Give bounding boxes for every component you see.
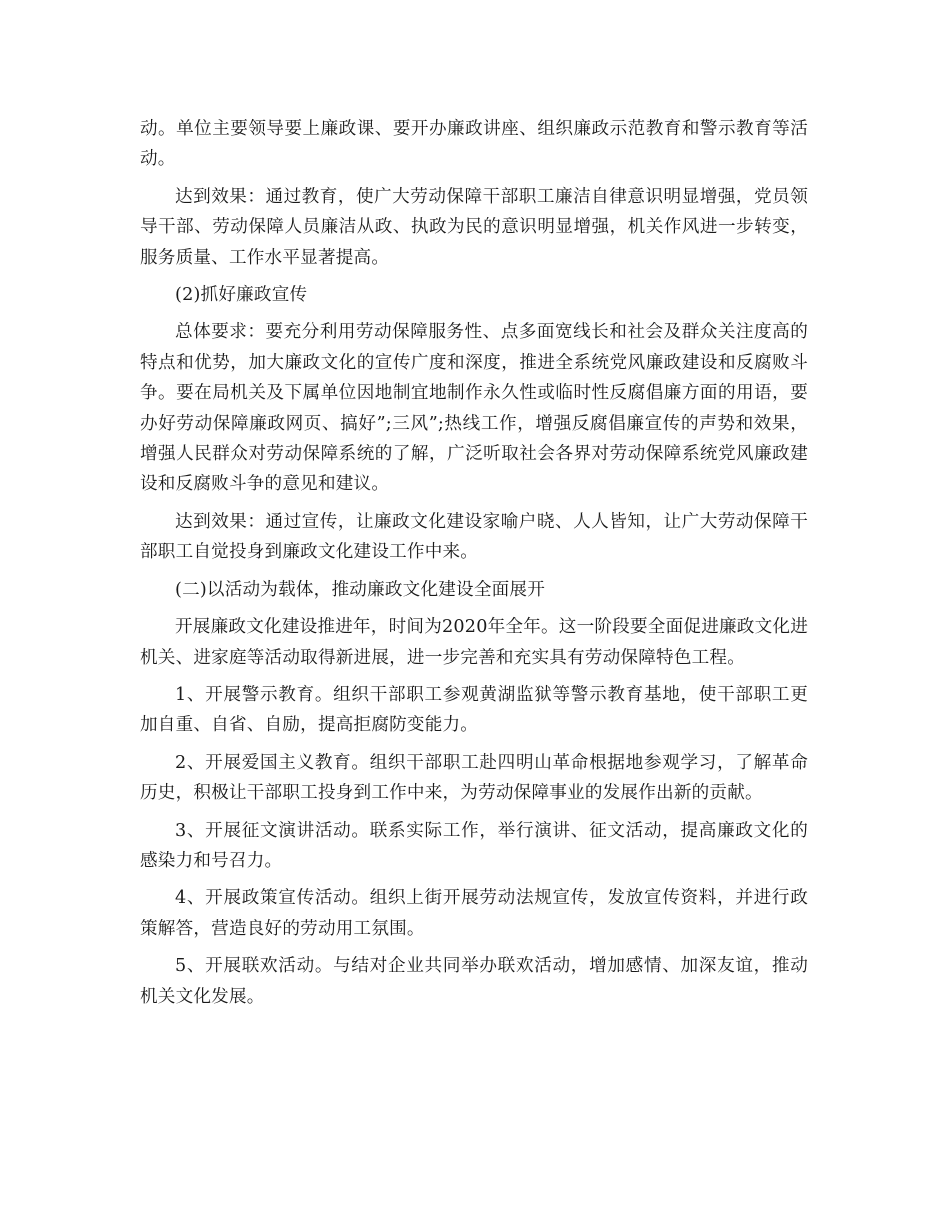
paragraph: 达到效果：通过教育，使广大劳动保障干部职工廉洁自律意识明显增强，党员领导干部、劳动保障人员廉洁从政、执政为民的意识明显增强，机关作风进一步转变，服务质量、工作水平显著提高。: [140, 186, 808, 268]
list-item: 4、开展政策宣传活动。组织上街开展劳动法规宣传，发放宣传资料，并进行政策解答，营造良好的劳动用工氛围。: [140, 888, 808, 939]
paragraph: 总体要求：要充分利用劳动保障服务性、点多面宽线长和社会及群众关注度高的特点和优势，加大廉政文化的宣传广度和深度，推进全系统党风廉政建设和反腐败斗争。要在局机关及下属单位因地制宜地制作永久性或临时性反腐倡廉方面的用语，要办好劳动保障廉政网页、搞好”;三风”;热线工作，增强反腐倡廉宣传的声势和效果，增强人民群众对劳动保障系统的了解，广泛听取社会各界对劳动保障系统党风廉政建设和反腐败斗争的意见和建议。: [140, 322, 808, 495]
paragraph: 动。单位主要领导要上廉政课、要开办廉政讲座、组织廉政示范教育和警示教育等活动。: [140, 119, 808, 170]
document-body: [140, 114, 808, 1019]
paragraph: 达到效果：通过宣传，让廉政文化建设家喻户晓、人人皆知，让广大劳动保障干部职工自觉投身到廉政文化建设工作中来。: [140, 511, 808, 563]
list-item: 2、开展爱国主义教育。组织干部职工赴四明山革命根据地参观学习，了解革命历史，积极让干部职工投身到工作中来，为劳动保障事业的发展作出新的贡献。: [140, 752, 808, 804]
list-item: 3、开展征文演讲活动。联系实际工作，举行演讲、征文活动，提高廉政文化的感染力和号召力。: [140, 820, 808, 871]
paragraph: 开展廉政文化建设推进年，时间为2020年全年。这一阶段要全面促进廉政文化进机关、进家庭等活动取得新进展，进一步完善和充实具有劳动保障特色工程。: [140, 617, 808, 668]
list-item: 5、开展联欢活动。与结对企业共同举办联欢活动，增加感情、加深友谊，推动机关文化发展。: [140, 956, 808, 1007]
list-item: 1、开展警示教育。组织干部职工参观黄湖监狱等警示教育基地，使干部职工更加自重、自省、自励，提高拒腐防变能力。: [140, 684, 808, 736]
section-heading: (2)抓好廉政宣传: [175, 285, 308, 306]
section-heading: (二)以活动为载体，推动廉政文化建设全面展开: [175, 579, 546, 600]
